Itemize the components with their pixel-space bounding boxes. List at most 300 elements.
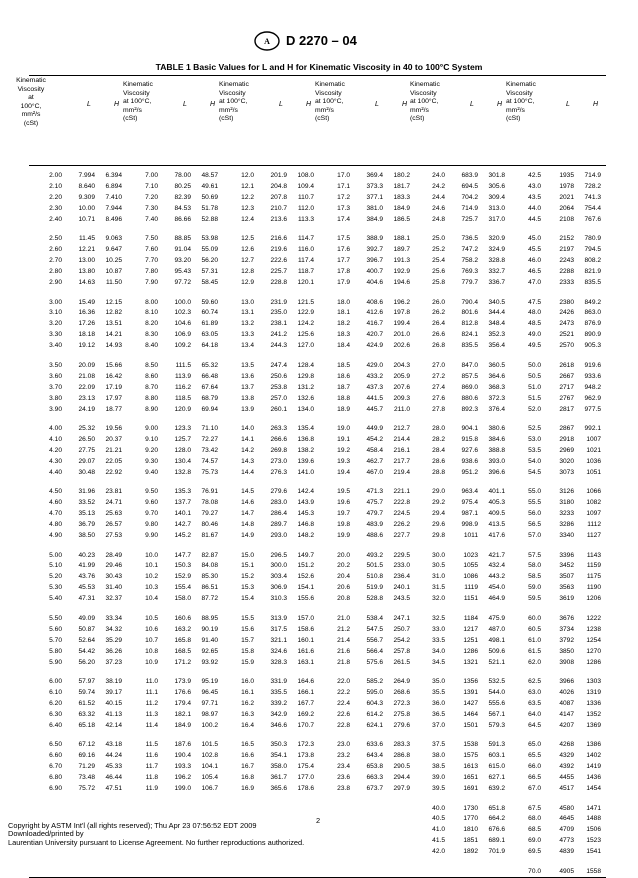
kinematic-viscosity-cell: 39.5 — [432, 785, 445, 793]
kinematic-viscosity-cell: 26.6 — [432, 331, 445, 339]
kinematic-viscosity-cell: 18.6 — [337, 372, 350, 380]
L-cell: 132.8 — [174, 468, 191, 476]
kinematic-viscosity-cell: 52.0 — [528, 405, 541, 413]
L-cell: 310.3 — [270, 595, 287, 603]
kinematic-viscosity-cell: 51.5 — [528, 394, 541, 402]
H-cell: 131.2 — [297, 383, 314, 391]
kinematic-viscosity-cell: 45.5 — [528, 246, 541, 254]
H-cell: 25.63 — [105, 510, 122, 518]
H-cell: 364.6 — [488, 372, 505, 380]
H-cell: 23.81 — [105, 488, 122, 496]
kinematic-viscosity-cell: 47.0 — [528, 279, 541, 287]
kinematic-viscosity-cell: 7.20 — [145, 193, 158, 201]
L-cell: 36.79 — [78, 521, 95, 529]
L-cell: 812.8 — [461, 320, 478, 328]
kinematic-viscosity-cell: 3.00 — [49, 298, 62, 306]
L-cell: 801.6 — [461, 309, 478, 317]
kinematic-viscosity-cell: 15.5 — [241, 614, 254, 622]
L-cell: 207.8 — [270, 193, 287, 201]
H-cell: 6.894 — [105, 182, 122, 190]
kinematic-viscosity-cell: 22.4 — [337, 699, 350, 707]
L-cell: 82.39 — [174, 193, 191, 201]
kinematic-viscosity-cell: 5.70 — [49, 636, 62, 644]
H-cell: 87.72 — [201, 595, 218, 603]
kinematic-viscosity-cell: 8.80 — [145, 394, 158, 402]
L-cell: 335.5 — [270, 688, 287, 696]
H-cell: 243.5 — [393, 595, 410, 603]
L-cell: 4905 — [559, 867, 574, 875]
table-row — [0, 498, 638, 509]
H-cell: 7.944 — [105, 204, 122, 212]
H-cell: 173.8 — [297, 752, 314, 760]
kinematic-viscosity-cell: 16.3 — [241, 710, 254, 718]
H-cell: 919.6 — [584, 361, 601, 369]
L-cell: 65.18 — [78, 721, 95, 729]
kinematic-viscosity-cell: 6.40 — [49, 721, 62, 729]
L-cell: 2918 — [559, 435, 574, 443]
L-header: L — [566, 101, 570, 108]
H-cell: 664.2 — [488, 815, 505, 823]
H-cell: 240.1 — [393, 584, 410, 592]
H-cell: 92.65 — [201, 647, 218, 655]
L-cell: 339.2 — [270, 699, 287, 707]
H-cell: 41.13 — [105, 710, 122, 718]
H-cell: 64.18 — [201, 342, 218, 350]
H-cell: 498.1 — [488, 636, 505, 644]
H-cell: 148.2 — [297, 532, 314, 540]
L-cell: 938.6 — [461, 457, 478, 465]
kinematic-viscosity-cell: 9.40 — [145, 468, 158, 476]
kinematic-viscosity-cell: 5.00 — [49, 551, 62, 559]
H-cell: 1159 — [586, 562, 601, 570]
header-line: (cSt) — [23, 119, 39, 127]
header-line: Viscosity — [315, 89, 342, 97]
L-cell: 847.0 — [461, 361, 478, 369]
kinematic-viscosity-cell: 15.9 — [241, 658, 254, 666]
H-cell: 890.9 — [584, 331, 601, 339]
L-cell: 392.7 — [366, 246, 383, 254]
L-cell: 269.8 — [270, 446, 287, 454]
H-cell: 352.3 — [488, 331, 505, 339]
H-cell: 186.5 — [393, 215, 410, 223]
kinematic-viscosity-cell: 37.0 — [432, 721, 445, 729]
kinematic-viscosity-cell: 8.10 — [145, 309, 158, 317]
kinematic-viscosity-cell: 12.1 — [241, 182, 254, 190]
L-cell: 1023 — [463, 551, 478, 559]
kinematic-viscosity-cell: 17.2 — [337, 193, 350, 201]
L-cell: 2767 — [559, 394, 574, 402]
header-line: mm²/s — [123, 106, 142, 114]
L-cell: 358.0 — [270, 763, 287, 771]
kinematic-viscosity-cell: 4.50 — [49, 488, 62, 496]
L-cell: 168.5 — [174, 647, 191, 655]
kinematic-viscosity-cell: 29.2 — [432, 499, 445, 507]
kinematic-viscosity-cell: 51.0 — [528, 383, 541, 391]
L-cell: 150.3 — [174, 562, 191, 570]
kinematic-viscosity-header — [123, 81, 163, 124]
kinematic-viscosity-cell: 48.0 — [528, 309, 541, 317]
H-cell: 521.1 — [488, 658, 505, 666]
L-cell: 604.3 — [366, 699, 383, 707]
kinematic-viscosity-cell: 15.1 — [241, 562, 254, 570]
kinematic-viscosity-cell: 52.5 — [528, 425, 541, 432]
L-cell: 987.1 — [461, 510, 478, 518]
H-cell: 1270 — [586, 647, 601, 655]
L-cell: 624.1 — [366, 721, 383, 729]
kinematic-viscosity-cell: 12.2 — [241, 193, 254, 201]
L-cell: 4207 — [559, 721, 574, 729]
L-cell: 1730 — [463, 804, 478, 812]
H-cell: 189.7 — [393, 246, 410, 254]
H-cell: 26.57 — [105, 521, 122, 529]
H-cell: 164.6 — [297, 678, 314, 685]
L-cell: 22.09 — [78, 383, 95, 391]
kinematic-viscosity-cell: 16.7 — [241, 763, 254, 771]
L-header: L — [87, 101, 91, 108]
H-cell: 1222 — [586, 614, 601, 622]
L-cell: 361.7 — [270, 774, 287, 782]
H-cell: 114.7 — [297, 235, 314, 243]
H-cell: 1541 — [586, 848, 601, 856]
H-cell: 95.19 — [201, 678, 218, 685]
L-cell: 454.2 — [366, 435, 383, 443]
H-cell: 183.3 — [393, 193, 410, 201]
L-cell: 3233 — [559, 510, 574, 518]
kinematic-viscosity-cell: 19.0 — [337, 425, 350, 432]
kinematic-viscosity-cell: 17.6 — [337, 246, 350, 254]
header-line: Kinematic — [123, 81, 153, 88]
kinematic-viscosity-cell: 27.2 — [432, 372, 445, 380]
kinematic-viscosity-cell: 43.0 — [528, 182, 541, 190]
kinematic-viscosity-cell: 45.0 — [528, 235, 541, 243]
kinematic-viscosity-cell: 4.00 — [49, 425, 62, 432]
H-cell: 324.9 — [488, 246, 505, 254]
H-cell: 199.4 — [393, 320, 410, 328]
kinematic-viscosity-cell: 6.50 — [49, 741, 62, 749]
table-row — [0, 468, 638, 479]
kinematic-viscosity-cell: 11.0 — [145, 678, 158, 685]
L-cell: 300.0 — [270, 562, 287, 570]
H-cell: 73.42 — [201, 446, 218, 454]
table-row — [0, 572, 638, 583]
kinematic-viscosity-cell: 8.70 — [145, 383, 158, 391]
table-row — [0, 424, 638, 435]
L-cell: 91.04 — [174, 246, 191, 254]
kinematic-viscosity-cell: 24.0 — [432, 172, 445, 179]
H-cell: 454.0 — [488, 584, 505, 592]
H-cell: 567.1 — [488, 710, 505, 718]
H-cell: 154.1 — [297, 584, 314, 592]
header-line: mm²/s — [219, 106, 238, 114]
L-cell: 97.72 — [174, 279, 191, 287]
kinematic-viscosity-cell: 26.0 — [432, 298, 445, 306]
H-cell: 110.7 — [297, 193, 314, 201]
H-cell: 98.97 — [201, 710, 218, 718]
H-cell: 66.48 — [201, 372, 218, 380]
kinematic-viscosity-cell: 2.50 — [49, 235, 62, 243]
table-row — [0, 614, 638, 625]
L-cell: 4268 — [559, 741, 574, 749]
H-cell: 388.8 — [488, 446, 505, 454]
H-cell: 196.2 — [393, 298, 410, 306]
table-row — [0, 677, 638, 688]
H-cell: 992.1 — [584, 425, 601, 432]
kinematic-viscosity-cell: 11.8 — [145, 774, 158, 782]
kinematic-viscosity-cell: 16.9 — [241, 785, 254, 793]
table-row — [0, 256, 638, 267]
kinematic-viscosity-cell: 29.6 — [432, 521, 445, 529]
L-cell: 52.64 — [78, 636, 95, 644]
L-cell: 1356 — [463, 678, 478, 685]
kinematic-viscosity-cell: 11.9 — [145, 785, 158, 793]
kinematic-viscosity-cell: 13.7 — [241, 383, 254, 391]
H-cell: 43.18 — [105, 741, 122, 749]
kinematic-viscosity-cell: 5.50 — [49, 614, 62, 622]
L-cell: 78.00 — [174, 172, 191, 179]
H-cell: 178.6 — [297, 785, 314, 793]
L-cell: 219.6 — [270, 246, 287, 254]
L-cell: 9.309 — [78, 193, 95, 201]
kinematic-viscosity-cell: 25.2 — [432, 246, 445, 254]
L-cell: 493.2 — [366, 551, 383, 559]
H-cell: 13.51 — [105, 320, 122, 328]
kinematic-viscosity-cell: 19.6 — [337, 499, 350, 507]
kinematic-viscosity-cell: 35.0 — [432, 678, 445, 685]
table-header — [0, 77, 638, 167]
kinematic-viscosity-cell: 2.20 — [49, 193, 62, 201]
L-cell: 4517 — [559, 785, 574, 793]
L-cell: 404.6 — [366, 279, 383, 287]
H-cell: 676.6 — [488, 826, 505, 834]
kinematic-viscosity-cell: 7.30 — [145, 204, 158, 212]
kinematic-viscosity-cell: 10.1 — [145, 562, 158, 570]
L-header: L — [279, 101, 283, 108]
kinematic-viscosity-cell: 38.0 — [432, 752, 445, 760]
kinematic-viscosity-cell: 62.0 — [528, 658, 541, 666]
kinematic-viscosity-cell: 9.30 — [145, 457, 158, 465]
table-caption: TABLE 1 Basic Values for L and H for Kinematic Viscosity in 40 to 100°C System — [155, 62, 483, 72]
L-cell: 24.19 — [78, 405, 95, 413]
kinematic-viscosity-cell: 7.40 — [145, 215, 158, 223]
L-cell: 31.96 — [78, 488, 95, 496]
kinematic-viscosity-cell: 20.2 — [337, 562, 350, 570]
L-cell: 1391 — [463, 688, 478, 696]
footer-line: Copyright by ASTM Int'l (all rights reserved); Thu Apr 23 07:56:52 EDT 2009 — [8, 821, 257, 830]
H-cell: 46.44 — [105, 774, 122, 782]
L-cell: 306.9 — [270, 584, 287, 592]
header-line: at — [28, 94, 34, 102]
L-cell: 384.9 — [366, 215, 383, 223]
L-cell: 1892 — [463, 848, 478, 856]
kinematic-viscosity-cell: 28.8 — [432, 468, 445, 476]
kinematic-viscosity-cell: 10.2 — [145, 573, 158, 581]
H-cell: 142.4 — [297, 488, 314, 496]
kinematic-viscosity-cell: 14.7 — [241, 510, 254, 518]
H-cell: 160.1 — [297, 636, 314, 644]
kinematic-viscosity-cell: 25.4 — [432, 257, 445, 265]
H-cell: 432.4 — [488, 562, 505, 570]
H-cell: 80.46 — [201, 521, 218, 529]
H-cell: 58.45 — [201, 279, 218, 287]
L-cell: 13.00 — [78, 257, 95, 265]
kinematic-viscosity-cell: 24.6 — [432, 204, 445, 212]
L-cell: 963.4 — [461, 488, 478, 496]
L-cell: 462.7 — [366, 457, 383, 465]
L-cell: 23.13 — [78, 394, 95, 402]
L-cell: 790.4 — [461, 298, 478, 306]
L-cell: 437.3 — [366, 383, 383, 391]
H-cell: 1097 — [586, 510, 601, 518]
header-line: (cSt) — [410, 115, 425, 123]
kinematic-viscosity-cell: 4.20 — [49, 446, 62, 454]
H-cell: 90.19 — [201, 625, 218, 633]
H-cell: 167.7 — [297, 699, 314, 707]
H-cell: 36.26 — [105, 647, 122, 655]
L-cell: 163.2 — [174, 625, 191, 633]
kinematic-viscosity-cell: 33.0 — [432, 625, 445, 633]
kinematic-viscosity-cell: 16.4 — [241, 721, 254, 729]
header-line: at 100°C, — [315, 98, 344, 106]
H-cell: 63.05 — [201, 331, 218, 339]
H-cell: 33.34 — [105, 614, 122, 622]
H-cell: 135.4 — [297, 425, 314, 432]
L-cell: 171.2 — [174, 658, 191, 666]
H-cell: 268.6 — [393, 688, 410, 696]
table-row — [0, 487, 638, 498]
H-cell: 615.0 — [488, 763, 505, 771]
H-cell: 9.647 — [105, 246, 122, 254]
L-cell: 29.07 — [78, 457, 95, 465]
L-cell: 483.9 — [366, 521, 383, 529]
L-cell: 501.5 — [366, 562, 383, 570]
H-cell: 344.4 — [488, 309, 505, 317]
kinematic-viscosity-cell: 66.5 — [528, 774, 541, 782]
L-cell: 289.7 — [270, 521, 287, 529]
H-cell: 72.27 — [201, 435, 218, 443]
table-row — [0, 171, 638, 182]
kinematic-viscosity-cell: 21.0 — [337, 614, 350, 622]
kinematic-viscosity-cell: 11.2 — [145, 699, 158, 707]
kinematic-viscosity-cell: 63.0 — [528, 688, 541, 696]
table-row — [0, 699, 638, 710]
kinematic-viscosity-cell: 5.60 — [49, 625, 62, 633]
H-cell: 264.9 — [393, 678, 410, 685]
L-cell: 10.71 — [78, 215, 95, 223]
H-cell: 170.7 — [297, 721, 314, 729]
L-cell: 704.2 — [461, 193, 478, 201]
kinematic-viscosity-cell: 31.0 — [432, 573, 445, 581]
H-cell: 10.87 — [105, 268, 122, 276]
L-cell: 123.3 — [174, 425, 191, 432]
L-cell: 2969 — [559, 446, 574, 454]
kinematic-viscosity-cell: 20.4 — [337, 573, 350, 581]
H-cell: 194.6 — [393, 279, 410, 287]
H-cell: 57.31 — [201, 268, 218, 276]
L-cell: 279.6 — [270, 488, 287, 496]
H-cell: 1112 — [587, 521, 601, 529]
H-cell: 68.79 — [201, 394, 218, 402]
L-cell: 1119 — [464, 584, 478, 592]
H-cell: 146.8 — [297, 521, 314, 529]
H-cell: 138.2 — [297, 446, 314, 454]
H-cell: 50.69 — [201, 193, 218, 201]
H-cell: 1190 — [586, 584, 601, 592]
H-cell: 143.9 — [297, 499, 314, 507]
kinematic-viscosity-cell: 22.6 — [337, 710, 350, 718]
L-cell: 27.75 — [78, 446, 95, 454]
H-cell: 34.32 — [105, 625, 122, 633]
kinematic-viscosity-cell: 17.8 — [337, 268, 350, 276]
H-cell: 149.7 — [297, 551, 314, 559]
kinematic-viscosity-cell: 13.1 — [241, 309, 254, 317]
H-cell: 59.60 — [201, 298, 218, 306]
kinematic-viscosity-cell: 55.5 — [528, 499, 541, 507]
L-cell: 47.31 — [78, 595, 95, 603]
kinematic-viscosity-cell: 2.30 — [49, 204, 62, 212]
H-cell: 75.73 — [201, 468, 218, 476]
L-cell: 381.0 — [366, 204, 383, 212]
H-cell: 20.37 — [105, 435, 122, 443]
kinematic-viscosity-cell: 14.6 — [241, 499, 254, 507]
H-header: H — [210, 101, 216, 108]
L-header: L — [183, 101, 187, 108]
L-cell: 59.74 — [78, 688, 95, 696]
kinematic-viscosity-cell: 12.9 — [241, 279, 254, 287]
H-cell: 233.0 — [393, 562, 410, 570]
kinematic-viscosity-cell: 57.5 — [528, 551, 541, 559]
kinematic-viscosity-cell: 28.2 — [432, 435, 445, 443]
H-cell: 65.32 — [201, 361, 218, 369]
H-cell: 14.93 — [105, 342, 122, 350]
L-cell: 63.32 — [78, 710, 95, 718]
L-cell: 892.3 — [461, 405, 478, 413]
L-cell: 2473 — [559, 320, 574, 328]
H-cell: 714.9 — [584, 172, 601, 179]
H-cell: 118.7 — [297, 268, 314, 276]
H-cell: 1386 — [586, 741, 601, 749]
table-row — [0, 520, 638, 531]
L-cell: 1538 — [463, 741, 478, 749]
table-row — [0, 847, 638, 858]
table-row — [0, 245, 638, 256]
kinematic-viscosity-cell: 8.50 — [145, 361, 158, 369]
H-cell: 320.9 — [488, 235, 505, 243]
H-cell: 85.30 — [201, 573, 218, 581]
L-cell: 41.99 — [78, 562, 95, 570]
H-cell: 1286 — [586, 658, 601, 666]
kinematic-viscosity-cell: 36.5 — [432, 710, 445, 718]
H-cell: 1558 — [586, 867, 601, 875]
kinematic-viscosity-cell: 60.5 — [528, 625, 541, 633]
L-cell: 1651 — [463, 774, 478, 782]
kinematic-viscosity-cell: 24.4 — [432, 193, 445, 201]
header-line: (cSt) — [506, 115, 521, 123]
H-cell: 15.66 — [105, 361, 122, 369]
kinematic-viscosity-cell: 17.0 — [337, 172, 350, 179]
H-cell: 106.7 — [201, 785, 218, 793]
L-cell: 4329 — [559, 752, 574, 760]
L-cell: 75.72 — [78, 785, 95, 793]
L-cell: 235.0 — [270, 309, 287, 317]
kinematic-viscosity-cell: 8.30 — [145, 331, 158, 339]
H-cell: 1254 — [586, 636, 601, 644]
H-cell: 12.82 — [105, 309, 122, 317]
L-cell: 342.9 — [270, 710, 287, 718]
L-cell: 199.0 — [174, 785, 191, 793]
H-cell: 55.09 — [201, 246, 218, 254]
H-cell: 290.5 — [393, 763, 410, 771]
kinematic-viscosity-cell: 6.90 — [49, 785, 62, 793]
